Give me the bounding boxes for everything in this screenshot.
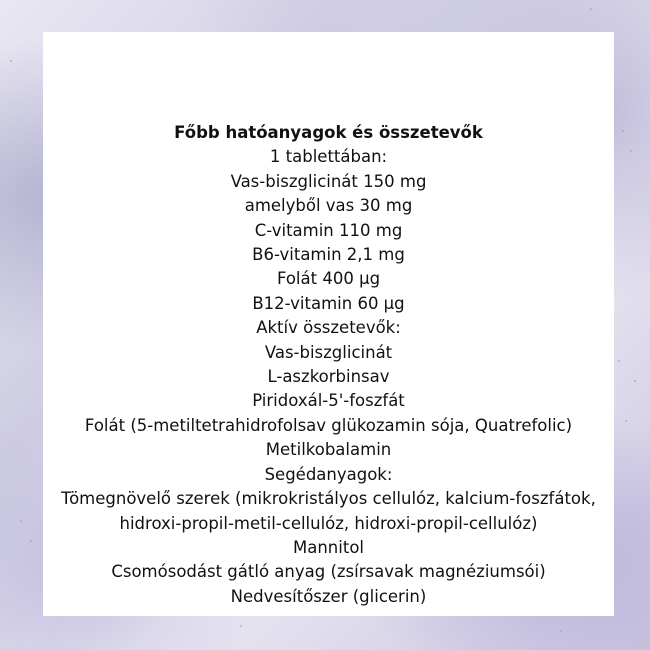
glitter-speck: [10, 60, 12, 62]
active-ingredient-line: L-aszkorbinsav: [267, 367, 390, 387]
ingredients-card: [43, 32, 614, 616]
excipient-line: hidroxi-propil-metil-cellulóz, hidroxi-propil-cellulóz): [119, 513, 538, 533]
active-ingredient-line: Metilkobalamin: [265, 440, 392, 460]
excipients-heading: Segédanyagok:: [264, 464, 393, 484]
glitter-speck: [590, 8, 592, 10]
ingredient-line: B12-vitamin 60 µg: [252, 293, 405, 313]
glitter-speck: [240, 625, 242, 627]
ingredient-line: Vas-biszglicinát 150 mg: [230, 171, 427, 191]
active-ingredient-line: Folát (5-metiltetrahidrofolsav glükozamin sója, Quatrefolic): [84, 415, 573, 435]
active-ingredient-line: Vas-biszglicinát: [264, 342, 393, 362]
ingredients-text: [43, 121, 614, 609]
excipient-line: Tömegnövelő szerek (mikrokristályos cellulóz, kalcium-foszfátok,: [61, 489, 596, 509]
excipient-line: Mannitol: [293, 537, 364, 557]
ingredient-line: C-vitamin 110 mg: [254, 220, 403, 240]
glitter-speck: [20, 520, 22, 522]
glitter-speck: [634, 380, 636, 382]
ingredient-line: amelyből vas 30 mg: [244, 196, 413, 216]
ingredient-line: B6-vitamin 2,1 mg: [252, 245, 405, 265]
active-ingredients-heading: Aktív összetevők:: [256, 318, 401, 338]
excipient-line: Csomósodást gátló anyag (zsírsavak magnéziumsói): [111, 562, 546, 582]
ingredients-title: Főbb hatóanyagok és összetevők: [174, 123, 483, 142]
glitter-speck: [560, 630, 562, 632]
glitter-speck: [622, 130, 624, 132]
ingredient-line: Folát 400 µg: [276, 269, 381, 289]
glitter-speck: [618, 360, 620, 362]
dose-heading: 1 tablettában:: [269, 147, 388, 167]
glitter-speck: [630, 150, 632, 152]
excipient-line: Nedvesítőszer (glicerin): [230, 586, 427, 606]
active-ingredient-line: Piridoxál-5'-foszfát: [252, 391, 405, 411]
glitter-speck: [625, 420, 627, 422]
glitter-speck: [30, 540, 32, 542]
